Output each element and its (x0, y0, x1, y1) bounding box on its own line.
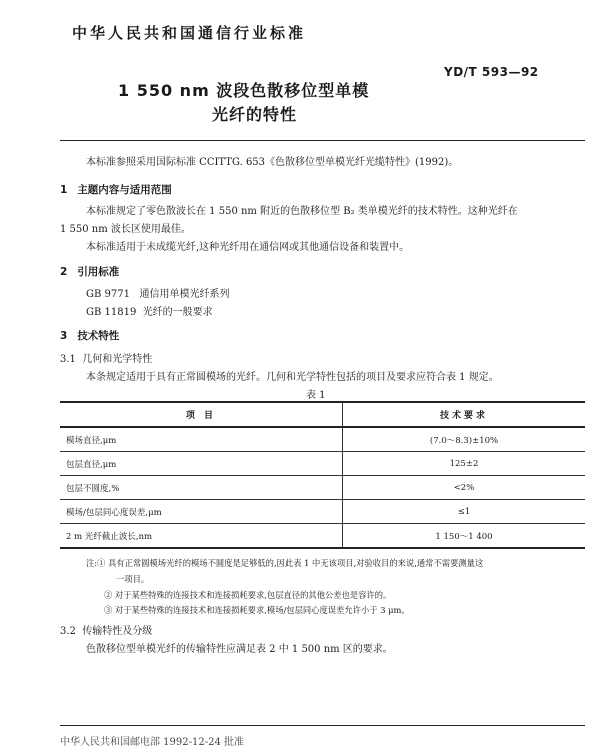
section-1-number: 1 (60, 184, 68, 196)
subsection-3-1-number: 3.1 (60, 354, 76, 365)
table-row (60, 500, 585, 524)
subsection-3-1-heading (60, 350, 152, 365)
table-caption: 表 1 (306, 390, 326, 401)
section-3-heading (60, 328, 129, 343)
section-2-title: 引用标准 (77, 266, 120, 278)
standard-org-heading: 中华人民共和国通信行业标准 (72, 24, 307, 42)
intro-paragraph: 本标准参照采用国际标准 CCITTG. 653《色散移位型单模光纤光缆特性》(1992)。 (86, 157, 459, 168)
subsection-3-2-number: 3.2 (60, 626, 76, 637)
reference-code: GB 11819 (86, 307, 137, 318)
document-title-line2: 光纤的特性 (212, 105, 298, 124)
section-1-para1-line2: 1 550 nm 波长区使用最佳。 (60, 224, 191, 235)
reference-name: 通信用单模光纤系列 (139, 289, 230, 300)
reference-code: GB 9771 (86, 289, 130, 300)
section-2-number: 2 (60, 266, 68, 278)
table-cell-requirement: <2% (343, 476, 586, 500)
table-note-2: ② 对于某些特殊的连接技术和连接损耗要求,包层直径的其他公差也是容许的。 (104, 590, 392, 600)
subsection-3-2-heading (60, 622, 152, 637)
table-row (60, 476, 585, 500)
spec-table (60, 401, 585, 549)
table-note-1 (86, 557, 483, 569)
table-cell-item: 模场/包层同心度误差,μm (66, 507, 162, 518)
note-1-text: ① 具有正常圆模场光纤的模场不圆度是足够低的,因此表 1 中无该项目,对验收目的来说,通常不需要测量这 (97, 558, 484, 568)
subsection-3-1-title: 几何和光学特性 (82, 354, 153, 365)
table-cell-item: 包层直径,μm (66, 459, 117, 470)
note-label: 注: (86, 558, 98, 568)
table-cell-item: 模场直径,μm (66, 435, 117, 446)
table-row (60, 524, 585, 549)
table-row (60, 427, 585, 452)
table-note-3: ③ 对于某些特殊的连接技术和连接损耗要求,模场/包层同心度误差允许小于 3 μm。 (104, 605, 410, 615)
table-cell-item: 2 m 光纤截止波长,nm (66, 531, 153, 542)
approval-footer: 中华人民共和国邮电部 1992-12-24 批准 (60, 737, 245, 748)
reference-item (86, 303, 213, 318)
section-3-number: 3 (60, 330, 68, 342)
document-title-line1: 1 550 nm 波段色散移位型单模 (118, 81, 370, 100)
table-cell-requirement: (7.0～8.3)±10% (343, 427, 586, 452)
standard-number: YD/T 593—92 (444, 65, 539, 79)
table-header-requirement: 技术要求 (343, 402, 586, 427)
footer-divider (60, 725, 585, 726)
section-1-para2: 本标准适用于未成缆光纤,这种光纤用在通信网或其他通信设备和装置中。 (86, 242, 410, 253)
table-cell-requirement: 125±2 (343, 452, 586, 476)
table-note-1-cont: 一项目。 (116, 574, 150, 584)
table-cell-requirement: 1 150～1 400 (343, 524, 586, 549)
subsection-3-1-text: 本条规定适用于具有正常圆模场的光纤。几何和光学特性包括的项目及要求应符合表 1 规定。 (86, 372, 499, 383)
section-2-heading (60, 264, 129, 279)
subsection-3-2-text: 色散移位型单模光纤的传输特性应满足表 2 中 1 500 nm 区的要求。 (86, 644, 393, 655)
table-cell-requirement: ≤1 (343, 500, 586, 524)
section-1-title: 主题内容与适用范围 (77, 184, 172, 196)
reference-name: 光纤的一般要求 (142, 307, 213, 318)
section-1-para1-line1: 本标准规定了零色散波长在 1 550 nm 附近的色散移位型 B₂ 类单模光纤的技术特性。这种光纤在 (86, 206, 518, 217)
table-header-row (60, 402, 585, 427)
header-divider (60, 140, 585, 141)
reference-item (86, 285, 230, 300)
subsection-3-2-title: 传输特性及分级 (82, 626, 153, 637)
table-row (60, 452, 585, 476)
table-cell-item: 包层不圆度,% (66, 483, 120, 494)
section-3-title: 技术特性 (77, 330, 120, 342)
table-header-item: 项 目 (60, 402, 343, 427)
section-1-heading (60, 182, 182, 197)
